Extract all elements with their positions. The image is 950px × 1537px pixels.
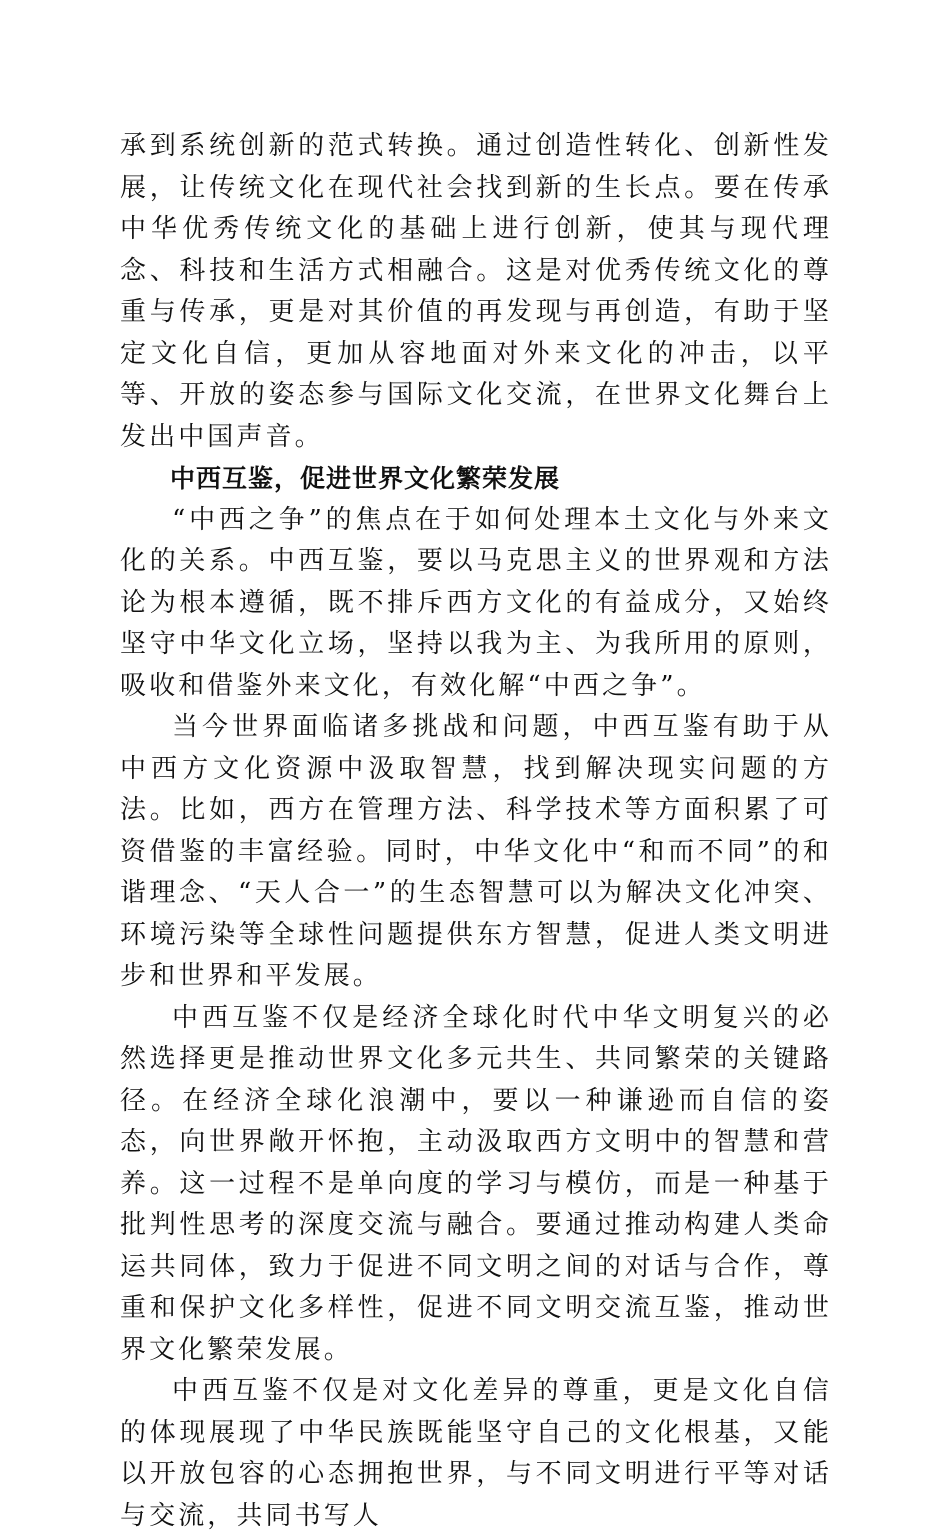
section-heading: 中西互鉴，促进世界文化繁荣发展	[170, 464, 561, 493]
document-page	[120, 126, 832, 1537]
paragraph: 中西互鉴不仅是对文化差异的尊重，更是文化自信的体现展现了中华民族既能坚守自己的文化根基，又能以开放包容的心态拥抱世界，与不同文明进行平等对话与交流，共同书写人	[120, 1376, 832, 1531]
paragraph-continuation: 承到系统创新的范式转换。通过创造性转化、创新性发展，让传统文化在现代社会找到新的生长点。要在传承中华优秀传统文化的基础上进行创新，使其与现代理念、科技和生活方式相融合。这是对优秀传统文化的尊重与传承，更是对其价值的再发现与再创造，有助于坚定文化自信，更加从容地面对外来文化的冲击，以平等、开放的姿态参与国际文化交流，在世界文化舞台上发出中国声音。	[120, 131, 832, 452]
paragraph: 中西互鉴不仅是经济全球化时代中华文明复兴的必然选择更是推动世界文化多元共生、共同繁荣的关键路径。在经济全球化浪潮中，要以一种谦逊而自信的姿态，向世界敞开怀抱，主动汲取西方文明中的智慧和营养。这一过程不是单向度的学习与模仿，而是一种基于批判性思考的深度交流与融合。要通过推动构建人类命运共同体，致力于促进不同文明之间的对话与合作，尊重和保护文化多样性，促进不同文明交流互鉴，推动世界文化繁荣发展。	[120, 1002, 832, 1365]
paragraph: “中西之争”的焦点在于如何处理本土文化与外来文化的关系。中西互鉴，要以马克思主义的世界观和方法论为根本遵循，既不排斥西方文化的有益成分，又始终坚守中华文化立场，坚持以我为主、为我所用的原则，吸收和借鉴外来文化，有效化解“中西之争”。	[120, 504, 832, 701]
paragraph: 当今世界面临诸多挑战和问题，中西互鉴有助于从中西方文化资源中汲取智慧，找到解决现实问题的方法。比如，西方在管理方法、科学技术等方面积累了可资借鉴的丰富经验。同时，中华文化中“和而不同”的和谐理念、“天人合一”的生态智慧可以为解决文化冲突、环境污染等全球性问题提供东方智慧，促进人类文明进步和世界和平发展。	[120, 712, 832, 991]
